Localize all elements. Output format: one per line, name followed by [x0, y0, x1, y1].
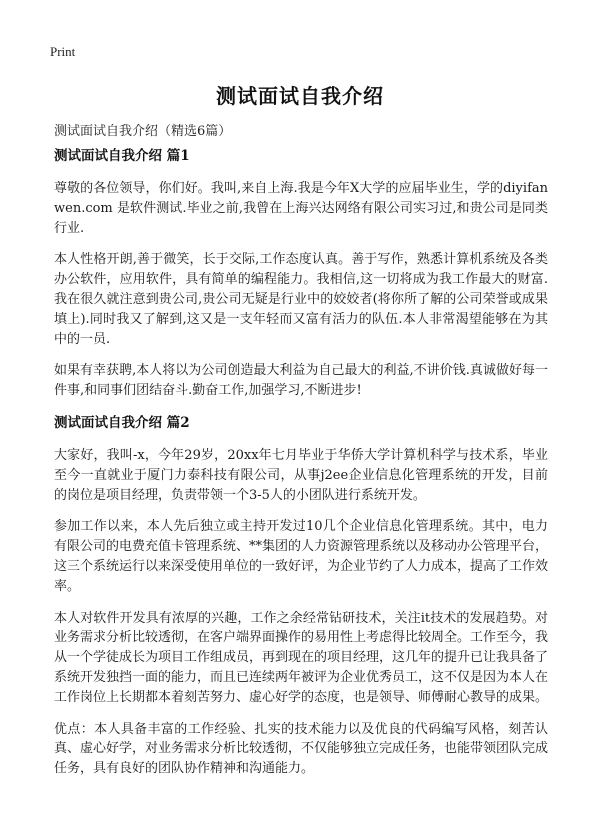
section-1-paragraph-2: 本人性格开朗,善于微笑，长于交际,工作态度认真。善于写作，熟悉计算机系统及各类办公软件，应用软件，具有简单的编程能力。我相信,这一切将成为我工作最大的财富.我在很久就注意到贵公司,贵公司无疑是行业中的姣姣者(将你所了解的公司荣誉或成果填上).同时我又了解到,这又是一支年轻而又富有活力的队伍.本人非常渴望能够在为其中的一员. — [54, 252, 548, 347]
section-1-paragraph-1: 尊敬的各位领导，你们好。我叫,来自上海.我是今年X大学的应届毕业生，学的diyifanwen.com 是软件测试.毕业之前,我曾在上海兴达网络有限公司实习过,和贵公司是同类行业. — [54, 181, 548, 236]
section-2-paragraph-2: 参加工作以来，本人先后独立或主持开发过10几个企业信息化管理系统。其中，电力有限公司的电费充值卡管理系统、**集团的人力资源管理系统以及移动办公管理平台，这三个系统运行以来深受使用单位的一致好评，为企业节约了人力成本，提高了工作效率。 — [54, 519, 549, 594]
print-label: Print — [50, 44, 76, 59]
document-title: 测试面试自我介绍 — [216, 84, 384, 108]
section-heading-1: 测试面试自我介绍 篇1 — [54, 148, 190, 164]
section-heading-2: 测试面试自我介绍 篇2 — [54, 414, 190, 431]
document-body — [54, 146, 548, 779]
section-2-paragraph-4: 优点：本人具备丰富的工作经验、扎实的技术能力以及优良的代码编写风格，刻苦认真、虚心好学，对业务需求分析比较透彻，不仅能够独立完成任务，也能带领团队完成任务，具有良好的团队协作精神和沟通能力。 — [54, 721, 549, 777]
section-1-paragraph-3: 如果有幸获聘,本人将以为公司创造最大利益为自己最大的利益,不讲价钱.真诚做好每一件事,和同事们团结奋斗.勤奋工作,加强学习,不断进步! — [54, 363, 548, 399]
section-2-paragraph-1: 大家好，我叫-x，今年29岁，20xx年七月毕业于华侨大学计算机科学与技术系，毕业至今一直就业于厦门力泰科技有限公司，从事j2ee企业信息化管理系统的开发，目前的岗位是项目经理，负责带领一个3-5人的小团队进行系统开发。 — [54, 447, 548, 503]
section-2-paragraph-3: 本人对软件开发具有浓厚的兴趣，工作之余经常钻研技术，关注it技术的发展趋势。对业务需求分析比较透彻，在客户端界面操作的易用性上考虑得比较周全。工作至今，我从一个学徒成长为项目工作组成员，再到现在的项目经理，这几年的提升已让我具备了系统开发独挡一面的能力，而且已连续两年被评为企业优秀员工，这不仅是因为本人在工作岗位上长期都本着刻苦努力、虚心好学的态度，也是领导、师傅耐心教导的成果。 — [54, 610, 549, 705]
document-subtitle: 测试面试自我介绍（精选6篇） — [54, 124, 232, 139]
